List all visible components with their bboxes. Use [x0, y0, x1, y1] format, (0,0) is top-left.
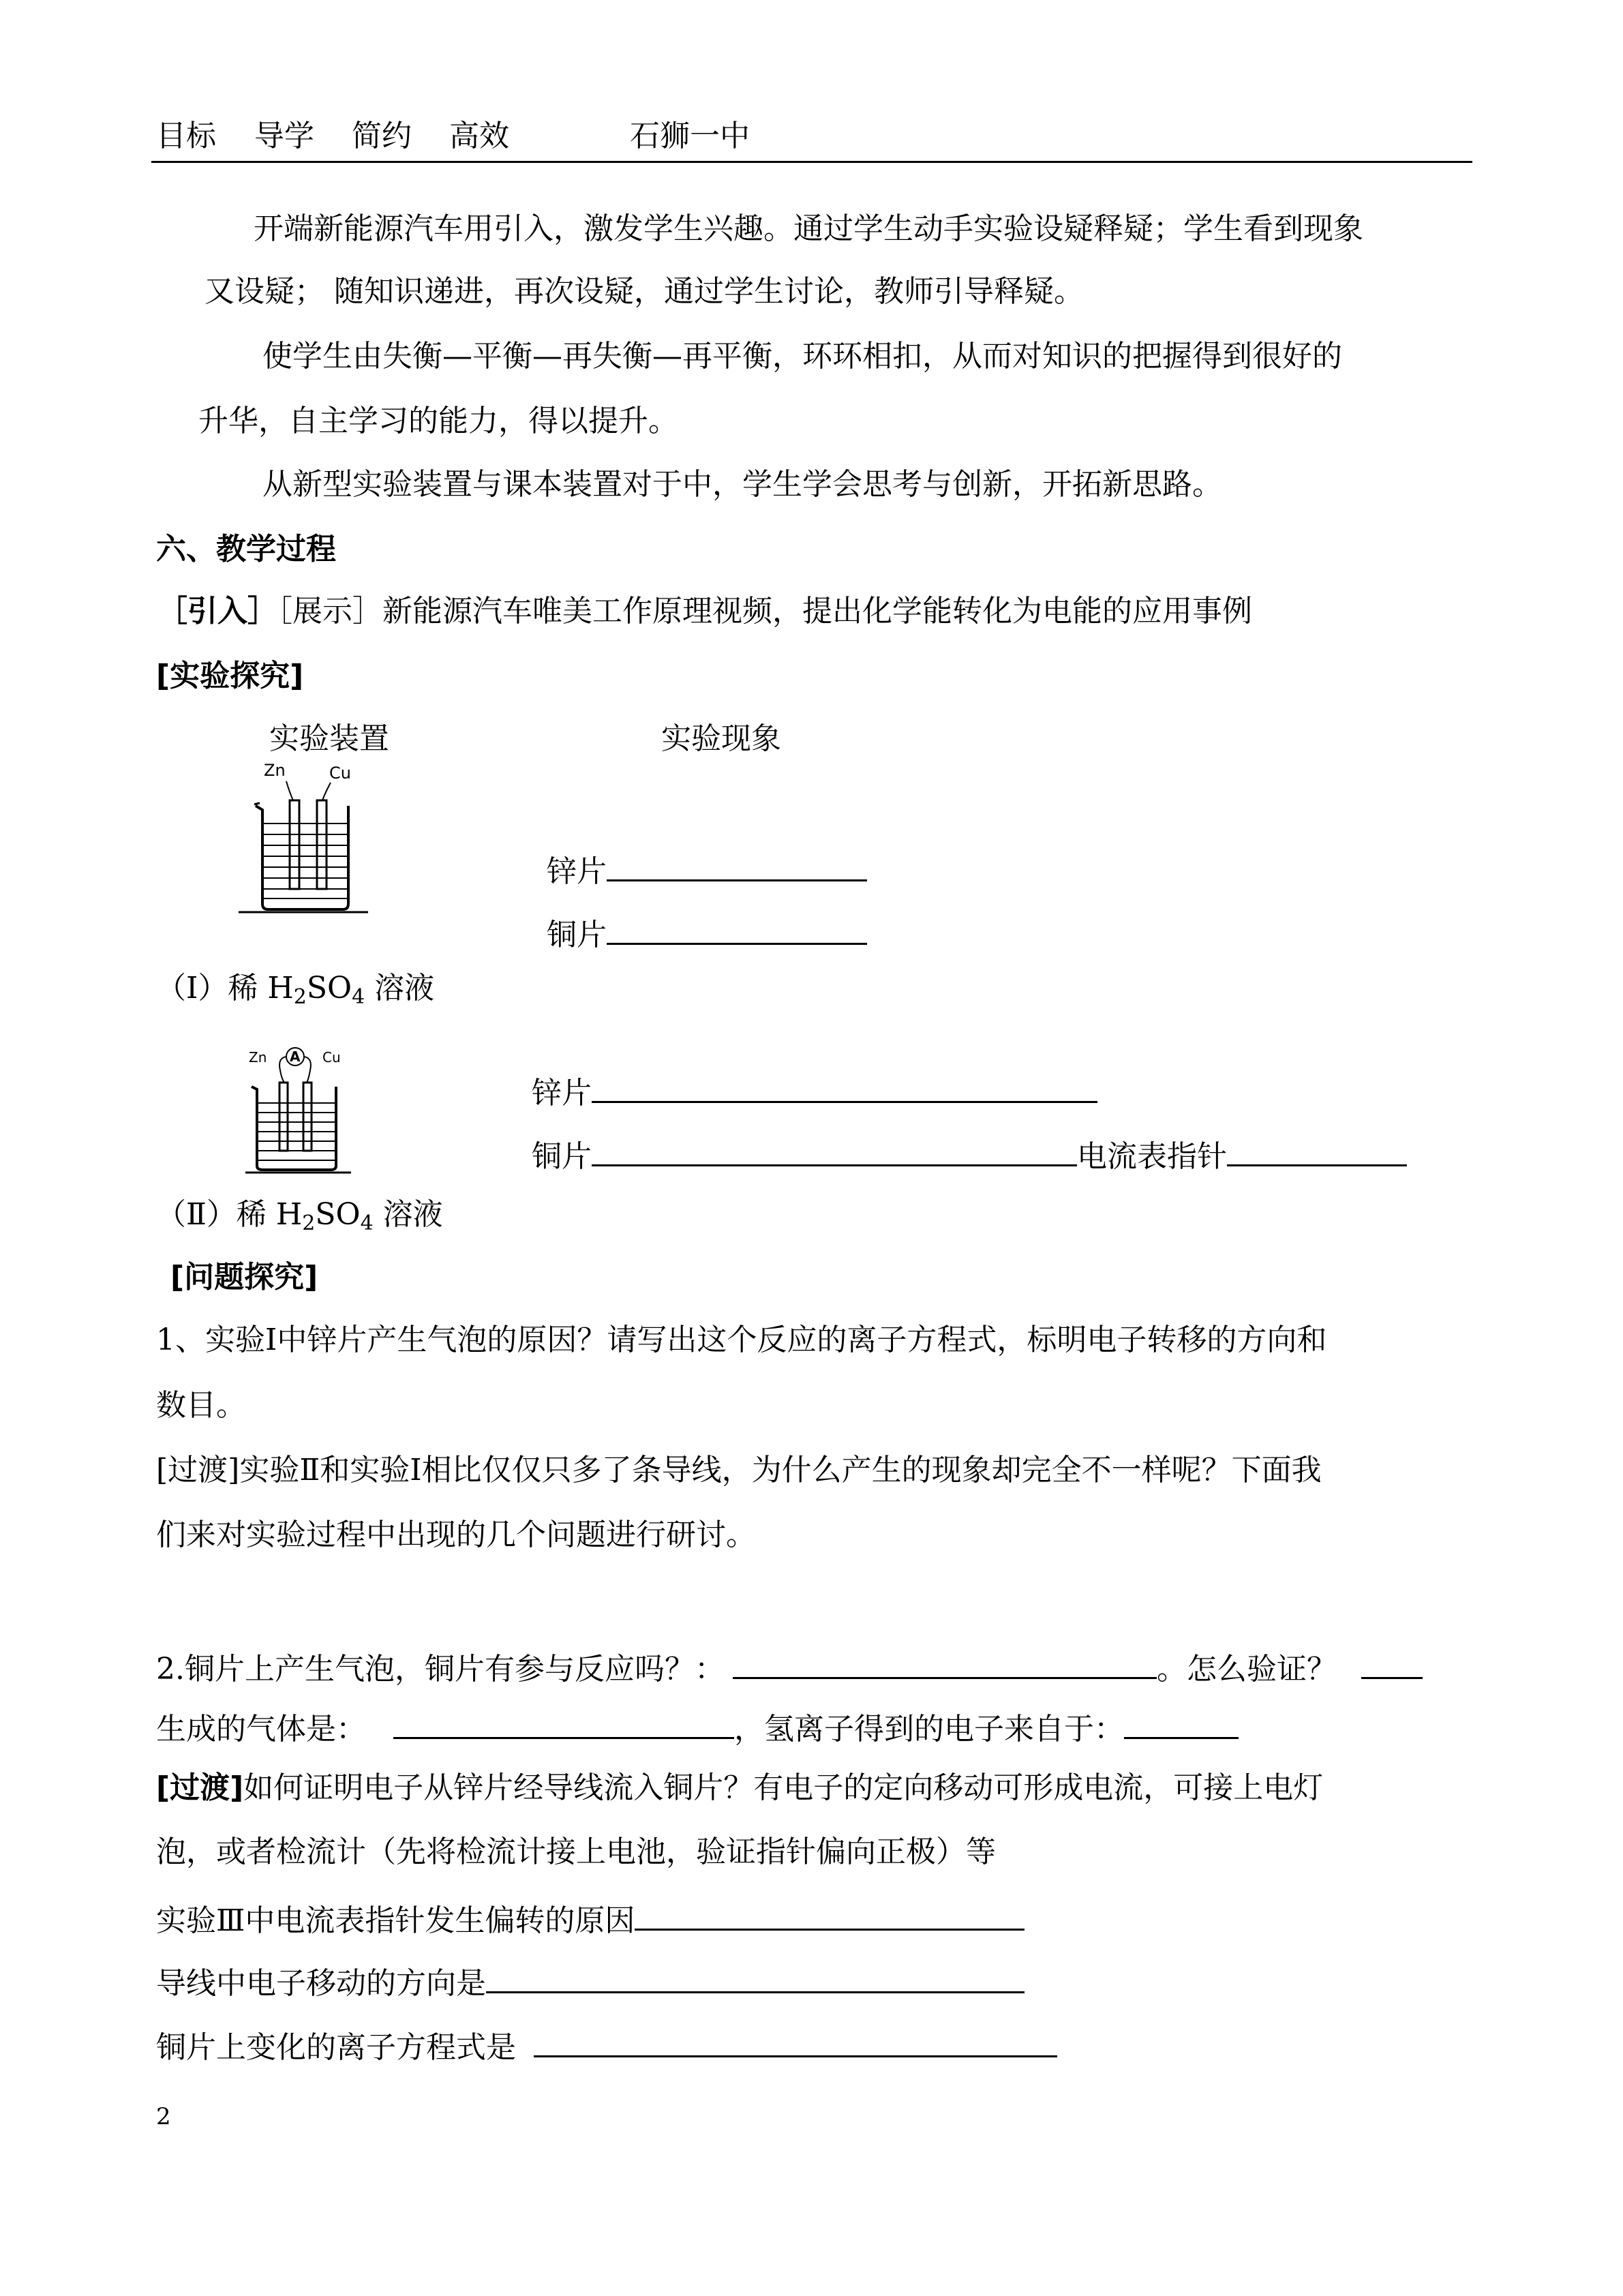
q2-blank-1[interactable] — [733, 1650, 1157, 1679]
q4-row — [156, 1964, 1025, 1999]
header-item-guide: 导学 — [254, 119, 314, 153]
caption-2: （Ⅱ）稀 $H_2SO_4$ 溶液 — [156, 1197, 443, 1235]
copper-label-icon — [329, 764, 351, 783]
transition2-line2: 泡，或者检流计（先将检流计接上电池，验证指针偏向正极）等 — [156, 1834, 996, 1869]
q2-text-1: 2.铜片上产生气泡，铜片有参与反应吗？： — [156, 1652, 725, 1687]
intro-p2-line2: 升华，自主学习的能力，得以提升。 — [198, 404, 678, 438]
section-title: 六、教学过程 — [156, 532, 336, 567]
svg-text:Zn: Zn — [264, 761, 286, 780]
header-school: 石狮一中 — [630, 119, 750, 153]
beaker-diagram-1 — [235, 755, 371, 919]
exp2-zinc-label: 锌片 — [532, 1076, 592, 1111]
q2-line2 — [156, 1710, 1239, 1747]
beaker-diagram-2 — [242, 1043, 358, 1179]
q2-gas-label: 生成的气体是： — [156, 1712, 366, 1747]
intro-p1-line2: 又设疑； 随知识递进，再次设疑，通过学生讨论，教师引导释疑。 — [204, 274, 1084, 309]
svg-text:Zn: Zn — [249, 1049, 267, 1066]
intro-section — [157, 594, 1252, 629]
q1-line2: 数目。 — [156, 1388, 246, 1423]
q3-row — [156, 1901, 1025, 1936]
q2-text-2: 。怎么验证？ — [1156, 1652, 1337, 1687]
transition1-line2: 们来对实验过程中出现的几个问题进行研讨。 — [156, 1517, 756, 1552]
transition2-line1 — [156, 1770, 1324, 1805]
zinc-label-icon — [249, 1049, 267, 1066]
questions-title: [问题探究] — [170, 1260, 318, 1295]
col-apparatus: 实验装置 — [269, 721, 389, 756]
q2-gas-blank[interactable] — [393, 1710, 734, 1739]
intro-tag: ［引入］ — [157, 594, 277, 629]
exp1-copper-blank[interactable] — [607, 916, 867, 945]
q3-blank[interactable] — [635, 1901, 1025, 1931]
experiment-title: [实验探究] — [156, 659, 304, 693]
header-item-goal: 目标 — [156, 119, 216, 153]
q2-electron-blank[interactable] — [1124, 1710, 1239, 1739]
intro-p2-line1: 使学生由失衡—平衡—再失衡—再平衡，环环相扣，从而对知识的把握得到很好的 — [262, 339, 1342, 374]
exp2-copper-blank[interactable] — [592, 1137, 1077, 1166]
ammeter-label: 电流表指针 — [1077, 1139, 1227, 1174]
q3-label: 实验Ⅲ中电流表指针发生偏转的原因 — [156, 1903, 635, 1938]
header-item-concise: 简约 — [352, 119, 412, 153]
exp1-zinc-label: 锌片 — [547, 854, 607, 889]
intro-p1-line1: 开端新能源汽车用引入，激发学生兴趣。通过学生动手实验设疑释疑；学生看到现象 — [254, 211, 1363, 246]
q5-row — [156, 2028, 1057, 2063]
q2-line1 — [156, 1650, 1423, 1685]
exp2-zinc-blank[interactable] — [592, 1074, 1097, 1103]
q2-electron-label: ，氢离子得到的电子来自于： — [734, 1712, 1124, 1747]
header-item-efficient: 高效 — [449, 119, 509, 153]
zinc-label-icon — [264, 761, 286, 780]
ammeter-blank[interactable] — [1227, 1137, 1407, 1166]
transition1-line1: [过渡]实验Ⅱ和实验Ⅰ相比仅仅只多了条导线，为什么产生的现象却完全不一样呢？下面我 — [156, 1453, 1322, 1487]
q1-line1: 1、实验Ⅰ中锌片产生气泡的原因？请写出这个反应的离子方程式，标明电子转移的方向和 — [156, 1323, 1327, 1357]
ammeter-symbol: A — [290, 1048, 301, 1065]
exp1-copper-label: 铜片 — [547, 918, 607, 952]
transition2-tag: [过渡] — [156, 1770, 244, 1805]
caption-1: （Ⅰ）稀 $H_2SO_4$ 溶液 — [156, 971, 435, 1009]
exp2-copper-row — [532, 1137, 1407, 1172]
q5-blank[interactable] — [534, 2028, 1057, 2057]
intro-text: ［展示］新能源汽车唯美工作原理视频，提出化学能转化为电能的应用事例 — [277, 594, 1252, 629]
q4-label: 导线中电子移动的方向是 — [156, 1966, 486, 2001]
exp1-zinc-row — [547, 852, 867, 887]
q4-blank[interactable] — [486, 1964, 1025, 1993]
col-phenomenon: 实验现象 — [661, 721, 781, 756]
header-rule — [151, 161, 1472, 163]
svg-text:Cu: Cu — [329, 764, 351, 783]
q5-label: 铜片上变化的离子方程式是 — [156, 2030, 516, 2065]
exp2-copper-label: 铜片 — [532, 1139, 592, 1174]
page-number: 2 — [156, 2103, 171, 2130]
exp2-zinc-row — [532, 1074, 1097, 1111]
intro-p3: 从新型实验装置与课本装置对于中，学生学会思考与创新，开拓新思路。 — [262, 467, 1222, 502]
exp1-zinc-blank[interactable] — [607, 852, 867, 881]
transition2-text: 如何证明电子从锌片经导线流入铜片？有电子的定向移动可形成电流，可接上电灯 — [243, 1770, 1324, 1805]
q2-blank-2[interactable] — [1361, 1650, 1423, 1679]
copper-label-icon — [322, 1049, 341, 1066]
svg-text:Cu: Cu — [322, 1049, 341, 1066]
exp1-copper-row — [547, 916, 867, 950]
